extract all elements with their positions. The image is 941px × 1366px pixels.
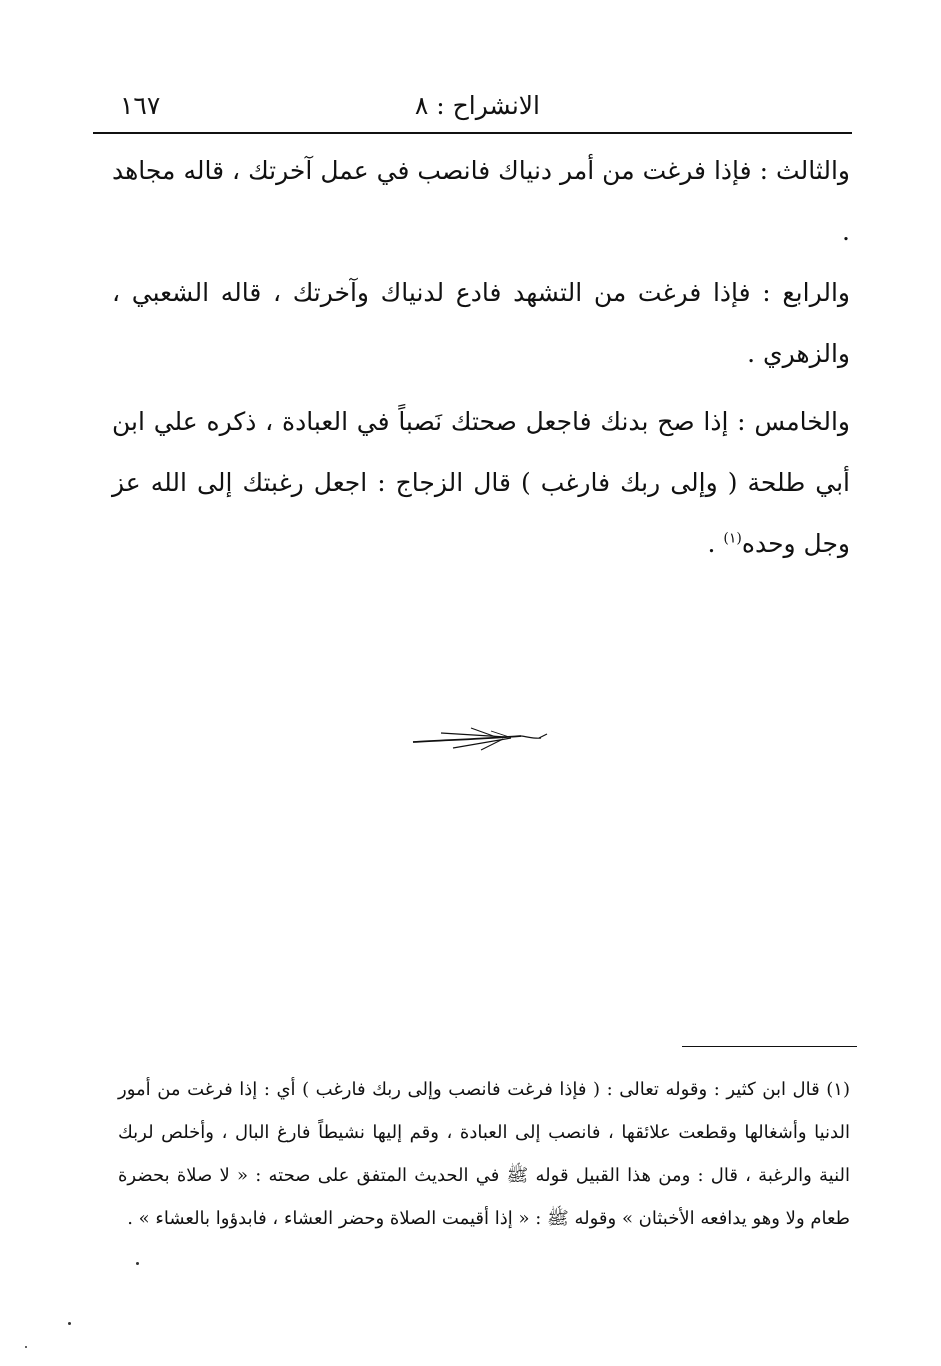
page-header xyxy=(108,86,852,126)
main-text xyxy=(112,140,850,574)
header-divider xyxy=(93,132,852,134)
closing-mark: . xyxy=(707,529,724,558)
footnote-reference[interactable]: (١) xyxy=(723,530,742,547)
chapter-title: الانشراح : ٨ xyxy=(414,91,540,120)
scan-speck xyxy=(136,1262,139,1265)
page-number: ١٦٧ xyxy=(120,91,161,120)
scan-speck xyxy=(68,1322,71,1325)
footnote-text: (١) قال ابن كثير : وقوله تعالى : ( فإذا فرغت فانصب وإلى ربك فارغب ) أي : إذا فرغت من أمور الدنيا وأشغالها وقطعت علائقها ، فانصب إلى العبادة ، وقم إليها نشيطاً فارغ البال ، وأخلص لربك النية والرغبة ، قال : ومن هذا القبيل قوله ﷺ في الحديث المتفق على صحته : « لا صلاة بحضرة طعام ولا وهو يدافعه الأخبثان » وقوله ﷺ : « إذا أقيمت الصلاة وحضر العشاء ، فابدؤوا بالعشاء » . xyxy=(118,1079,850,1229)
paragraph-third-opinion: والثالث : فإذا فرغت من أمر دنياك فانصب في عمل آخرتك ، قاله مجاهد . xyxy=(112,156,850,246)
paragraph-fifth-text: والخامس : إذا صح بدنك فاجعل صحتك نَصباً في العبادة ، ذكره علي ابن أبي طلحة ( وإلى ربك فارغب ) قال الزجاج : اجعل رغبتك إلى الله عز وجل وحده xyxy=(112,407,850,558)
decorative-flourish-icon xyxy=(411,724,551,754)
scan-speck xyxy=(25,1346,27,1348)
footnote-divider xyxy=(682,1046,857,1047)
paragraph-fourth-opinion: والرابع : فإذا فرغت من التشهد فادع لدنياك وآخرتك ، قاله الشعبي ، والزهري . xyxy=(112,278,850,368)
paragraph-fifth-opinion xyxy=(112,391,850,574)
